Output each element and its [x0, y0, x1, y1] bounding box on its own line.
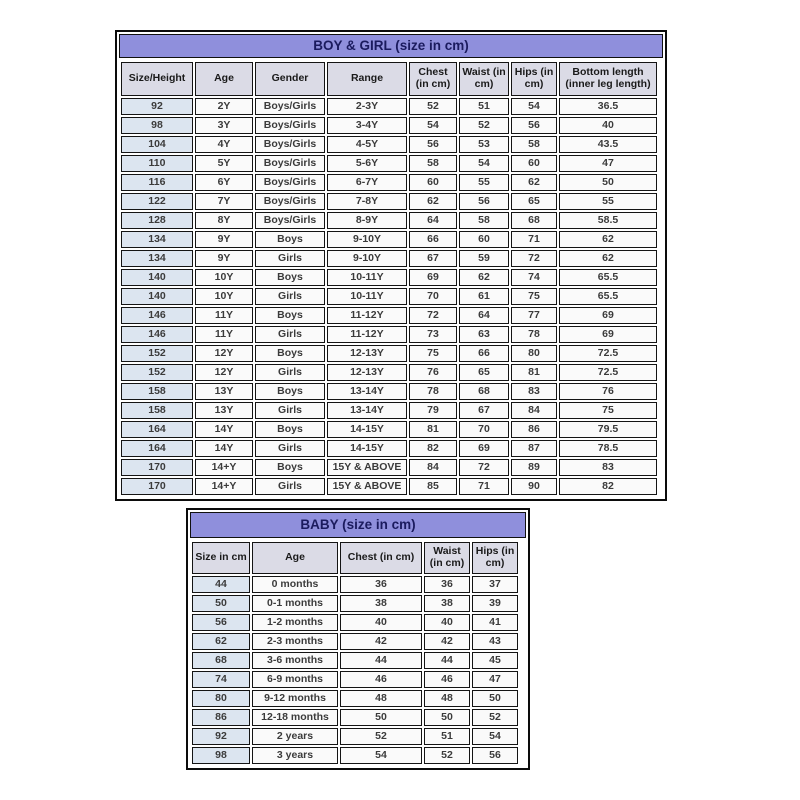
- row-header-cell: 146: [121, 326, 193, 343]
- data-cell: 3Y: [195, 117, 253, 134]
- data-cell: 48: [340, 690, 422, 707]
- row-header-cell: 152: [121, 364, 193, 381]
- data-cell: 50: [472, 690, 518, 707]
- data-cell: 76: [559, 383, 657, 400]
- baby-table: [190, 540, 520, 766]
- column-header: Hips (in cm): [472, 542, 518, 574]
- row-header-cell: 98: [121, 117, 193, 134]
- data-cell: Girls: [255, 364, 325, 381]
- data-cell: 77: [511, 307, 557, 324]
- data-cell: 65.5: [559, 288, 657, 305]
- data-cell: 11Y: [195, 326, 253, 343]
- data-cell: 7-8Y: [327, 193, 407, 210]
- data-cell: 68: [459, 383, 509, 400]
- data-cell: Boys/Girls: [255, 136, 325, 153]
- table-row: [192, 633, 518, 650]
- data-cell: 78.5: [559, 440, 657, 457]
- data-cell: 82: [559, 478, 657, 495]
- row-header-cell: 140: [121, 269, 193, 286]
- data-cell: Girls: [255, 402, 325, 419]
- data-cell: 10Y: [195, 269, 253, 286]
- data-cell: 54: [511, 98, 557, 115]
- column-header: Gender: [255, 62, 325, 96]
- data-cell: 50: [559, 174, 657, 191]
- data-cell: 47: [559, 155, 657, 172]
- data-cell: 56: [409, 136, 457, 153]
- table-row: [121, 307, 657, 324]
- data-cell: 2 years: [252, 728, 338, 745]
- data-cell: Boys: [255, 231, 325, 248]
- data-cell: 75: [559, 402, 657, 419]
- baby-table-title: BABY (size in cm): [190, 512, 526, 538]
- row-header-cell: 104: [121, 136, 193, 153]
- data-cell: 9-12 months: [252, 690, 338, 707]
- data-cell: 43.5: [559, 136, 657, 153]
- data-cell: 38: [340, 595, 422, 612]
- data-cell: Boys: [255, 345, 325, 362]
- data-cell: 12Y: [195, 345, 253, 362]
- data-cell: 68: [511, 212, 557, 229]
- data-cell: 4-5Y: [327, 136, 407, 153]
- data-cell: 81: [409, 421, 457, 438]
- data-cell: 83: [511, 383, 557, 400]
- data-cell: 64: [459, 307, 509, 324]
- table-row: [192, 747, 518, 764]
- data-cell: 60: [459, 231, 509, 248]
- data-cell: 46: [340, 671, 422, 688]
- row-header-cell: 80: [192, 690, 250, 707]
- data-cell: 58: [459, 212, 509, 229]
- table-row: [121, 440, 657, 457]
- data-cell: 0 months: [252, 576, 338, 593]
- data-cell: 44: [424, 652, 470, 669]
- data-cell: 76: [409, 364, 457, 381]
- data-cell: 13-14Y: [327, 383, 407, 400]
- row-header-cell: 170: [121, 459, 193, 476]
- data-cell: Boys: [255, 307, 325, 324]
- data-cell: 12Y: [195, 364, 253, 381]
- data-cell: 45: [472, 652, 518, 669]
- table-row: [121, 250, 657, 267]
- table-row: [121, 98, 657, 115]
- data-cell: 71: [511, 231, 557, 248]
- data-cell: 36: [424, 576, 470, 593]
- row-header-cell: 170: [121, 478, 193, 495]
- data-cell: Boys/Girls: [255, 98, 325, 115]
- data-cell: 47: [472, 671, 518, 688]
- data-cell: Girls: [255, 288, 325, 305]
- data-cell: 9-10Y: [327, 231, 407, 248]
- data-cell: 55: [559, 193, 657, 210]
- data-cell: 11-12Y: [327, 326, 407, 343]
- data-cell: 46: [424, 671, 470, 688]
- row-header-cell: 92: [192, 728, 250, 745]
- data-cell: 61: [459, 288, 509, 305]
- data-cell: 72: [409, 307, 457, 324]
- data-cell: 9Y: [195, 231, 253, 248]
- data-cell: 0-1 months: [252, 595, 338, 612]
- data-cell: Boys: [255, 269, 325, 286]
- data-cell: 89: [511, 459, 557, 476]
- data-cell: 58: [511, 136, 557, 153]
- data-cell: 52: [409, 98, 457, 115]
- data-cell: 81: [511, 364, 557, 381]
- data-cell: 7Y: [195, 193, 253, 210]
- column-header: Age: [252, 542, 338, 574]
- row-header-cell: 74: [192, 671, 250, 688]
- data-cell: 55: [459, 174, 509, 191]
- table-row: [192, 671, 518, 688]
- data-cell: 1-2 months: [252, 614, 338, 631]
- data-cell: 14+Y: [195, 478, 253, 495]
- row-header-cell: 152: [121, 345, 193, 362]
- data-cell: 87: [511, 440, 557, 457]
- data-cell: 51: [424, 728, 470, 745]
- column-header: Hips (in cm): [511, 62, 557, 96]
- data-cell: 52: [472, 709, 518, 726]
- data-cell: 72: [511, 250, 557, 267]
- boy-girl-size-table: [115, 30, 667, 501]
- data-cell: Boys/Girls: [255, 174, 325, 191]
- table-row: [192, 614, 518, 631]
- boy-girl-table-title: BOY & GIRL (size in cm): [119, 34, 663, 58]
- data-cell: 64: [409, 212, 457, 229]
- column-header: Chest (in cm): [340, 542, 422, 574]
- row-header-cell: 110: [121, 155, 193, 172]
- data-cell: 67: [409, 250, 457, 267]
- data-cell: Boys/Girls: [255, 212, 325, 229]
- header-row: [121, 62, 657, 96]
- data-cell: 69: [459, 440, 509, 457]
- data-cell: 54: [472, 728, 518, 745]
- row-header-cell: 98: [192, 747, 250, 764]
- data-cell: 69: [559, 307, 657, 324]
- row-header-cell: 134: [121, 231, 193, 248]
- data-cell: 48: [424, 690, 470, 707]
- data-cell: 58: [409, 155, 457, 172]
- table-row: [121, 288, 657, 305]
- column-header: Chest (in cm): [409, 62, 457, 96]
- row-header-cell: 92: [121, 98, 193, 115]
- table-row: [121, 478, 657, 495]
- table-row: [121, 326, 657, 343]
- data-cell: 71: [459, 478, 509, 495]
- data-cell: 66: [409, 231, 457, 248]
- row-header-cell: 56: [192, 614, 250, 631]
- data-cell: 11Y: [195, 307, 253, 324]
- data-cell: 63: [459, 326, 509, 343]
- data-cell: 15Y & ABOVE: [327, 459, 407, 476]
- data-cell: 13Y: [195, 402, 253, 419]
- table-row: [121, 174, 657, 191]
- data-cell: 66: [459, 345, 509, 362]
- data-cell: Boys/Girls: [255, 155, 325, 172]
- data-cell: 83: [559, 459, 657, 476]
- data-cell: 13-14Y: [327, 402, 407, 419]
- baby-size-table: [186, 508, 530, 770]
- data-cell: 70: [459, 421, 509, 438]
- data-cell: 52: [459, 117, 509, 134]
- data-cell: Girls: [255, 440, 325, 457]
- column-header: Range: [327, 62, 407, 96]
- row-header-cell: 164: [121, 440, 193, 457]
- data-cell: Girls: [255, 250, 325, 267]
- data-cell: 6-7Y: [327, 174, 407, 191]
- data-cell: 14Y: [195, 421, 253, 438]
- data-cell: 4Y: [195, 136, 253, 153]
- data-cell: 73: [409, 326, 457, 343]
- data-cell: 70: [409, 288, 457, 305]
- data-cell: 14-15Y: [327, 440, 407, 457]
- data-cell: 67: [459, 402, 509, 419]
- data-cell: 78: [409, 383, 457, 400]
- data-cell: 12-13Y: [327, 364, 407, 381]
- data-cell: 12-18 months: [252, 709, 338, 726]
- data-cell: 62: [559, 250, 657, 267]
- data-cell: 3-6 months: [252, 652, 338, 669]
- table-row: [121, 212, 657, 229]
- data-cell: 74: [511, 269, 557, 286]
- data-cell: 78: [511, 326, 557, 343]
- row-header-cell: 134: [121, 250, 193, 267]
- column-header: Bottom length (inner leg length): [559, 62, 657, 96]
- data-cell: 2-3Y: [327, 98, 407, 115]
- data-cell: 14-15Y: [327, 421, 407, 438]
- table-row: [121, 383, 657, 400]
- row-header-cell: 122: [121, 193, 193, 210]
- data-cell: 82: [409, 440, 457, 457]
- data-cell: 79: [409, 402, 457, 419]
- data-cell: 3 years: [252, 747, 338, 764]
- data-cell: 5Y: [195, 155, 253, 172]
- data-cell: 58.5: [559, 212, 657, 229]
- row-header-cell: 44: [192, 576, 250, 593]
- table-row: [121, 364, 657, 381]
- column-header: Waist (in cm): [459, 62, 509, 96]
- data-cell: Boys/Girls: [255, 117, 325, 134]
- table-row: [121, 269, 657, 286]
- row-header-cell: 50: [192, 595, 250, 612]
- data-cell: 53: [459, 136, 509, 153]
- data-cell: 60: [409, 174, 457, 191]
- data-cell: 40: [559, 117, 657, 134]
- data-cell: 56: [511, 117, 557, 134]
- table-row: [121, 193, 657, 210]
- column-header: Age: [195, 62, 253, 96]
- data-cell: 6-9 months: [252, 671, 338, 688]
- data-cell: 36: [340, 576, 422, 593]
- data-cell: 86: [511, 421, 557, 438]
- data-cell: Boys: [255, 421, 325, 438]
- table-row: [121, 117, 657, 134]
- data-cell: 36.5: [559, 98, 657, 115]
- data-cell: 65: [511, 193, 557, 210]
- data-cell: 50: [424, 709, 470, 726]
- table-row: [192, 709, 518, 726]
- data-cell: 72.5: [559, 364, 657, 381]
- data-cell: 65: [459, 364, 509, 381]
- data-cell: 3-4Y: [327, 117, 407, 134]
- table-row: [192, 576, 518, 593]
- data-cell: 10Y: [195, 288, 253, 305]
- data-cell: 75: [511, 288, 557, 305]
- data-cell: 2Y: [195, 98, 253, 115]
- data-cell: 42: [424, 633, 470, 650]
- data-cell: 39: [472, 595, 518, 612]
- data-cell: 50: [340, 709, 422, 726]
- data-cell: 54: [340, 747, 422, 764]
- data-cell: 44: [340, 652, 422, 669]
- data-cell: 11-12Y: [327, 307, 407, 324]
- boy-girl-table: [119, 60, 659, 497]
- data-cell: 9Y: [195, 250, 253, 267]
- data-cell: 42: [340, 633, 422, 650]
- row-header-cell: 128: [121, 212, 193, 229]
- data-cell: 10-11Y: [327, 269, 407, 286]
- data-cell: 13Y: [195, 383, 253, 400]
- data-cell: 15Y & ABOVE: [327, 478, 407, 495]
- row-header-cell: 62: [192, 633, 250, 650]
- data-cell: 84: [409, 459, 457, 476]
- table-row: [121, 345, 657, 362]
- row-header-cell: 140: [121, 288, 193, 305]
- column-header: Size in cm: [192, 542, 250, 574]
- row-header-cell: 146: [121, 307, 193, 324]
- data-cell: 10-11Y: [327, 288, 407, 305]
- data-cell: 37: [472, 576, 518, 593]
- data-cell: 51: [459, 98, 509, 115]
- table-row: [192, 652, 518, 669]
- data-cell: 72: [459, 459, 509, 476]
- data-cell: 62: [459, 269, 509, 286]
- data-cell: Girls: [255, 326, 325, 343]
- data-cell: 65.5: [559, 269, 657, 286]
- data-cell: Boys: [255, 459, 325, 476]
- column-header: Waist (in cm): [424, 542, 470, 574]
- row-header-cell: 86: [192, 709, 250, 726]
- row-header-cell: 116: [121, 174, 193, 191]
- data-cell: 59: [459, 250, 509, 267]
- table-row: [192, 595, 518, 612]
- data-cell: 84: [511, 402, 557, 419]
- data-cell: 69: [559, 326, 657, 343]
- header-row: [192, 542, 518, 574]
- data-cell: 2-3 months: [252, 633, 338, 650]
- row-header-cell: 158: [121, 402, 193, 419]
- data-cell: 52: [424, 747, 470, 764]
- table-row: [121, 421, 657, 438]
- data-cell: 43: [472, 633, 518, 650]
- data-cell: 56: [472, 747, 518, 764]
- data-cell: Boys/Girls: [255, 193, 325, 210]
- row-header-cell: 158: [121, 383, 193, 400]
- data-cell: 40: [340, 614, 422, 631]
- data-cell: 5-6Y: [327, 155, 407, 172]
- data-cell: 38: [424, 595, 470, 612]
- data-cell: 9-10Y: [327, 250, 407, 267]
- data-cell: 79.5: [559, 421, 657, 438]
- row-header-cell: 68: [192, 652, 250, 669]
- data-cell: 8Y: [195, 212, 253, 229]
- data-cell: 54: [459, 155, 509, 172]
- table-row: [192, 690, 518, 707]
- data-cell: Girls: [255, 478, 325, 495]
- data-cell: 40: [424, 614, 470, 631]
- data-cell: 52: [340, 728, 422, 745]
- column-header: Size/Height: [121, 62, 193, 96]
- data-cell: 90: [511, 478, 557, 495]
- data-cell: 60: [511, 155, 557, 172]
- data-cell: 54: [409, 117, 457, 134]
- data-cell: Boys: [255, 383, 325, 400]
- table-row: [121, 231, 657, 248]
- data-cell: 14+Y: [195, 459, 253, 476]
- data-cell: 6Y: [195, 174, 253, 191]
- data-cell: 41: [472, 614, 518, 631]
- row-header-cell: 164: [121, 421, 193, 438]
- data-cell: 72.5: [559, 345, 657, 362]
- table-row: [121, 459, 657, 476]
- data-cell: 62: [409, 193, 457, 210]
- data-cell: 75: [409, 345, 457, 362]
- data-cell: 14Y: [195, 440, 253, 457]
- data-cell: 56: [459, 193, 509, 210]
- table-row: [121, 136, 657, 153]
- data-cell: 12-13Y: [327, 345, 407, 362]
- data-cell: 85: [409, 478, 457, 495]
- table-row: [192, 728, 518, 745]
- data-cell: 80: [511, 345, 557, 362]
- data-cell: 69: [409, 269, 457, 286]
- data-cell: 62: [559, 231, 657, 248]
- data-cell: 62: [511, 174, 557, 191]
- table-row: [121, 155, 657, 172]
- data-cell: 8-9Y: [327, 212, 407, 229]
- table-row: [121, 402, 657, 419]
